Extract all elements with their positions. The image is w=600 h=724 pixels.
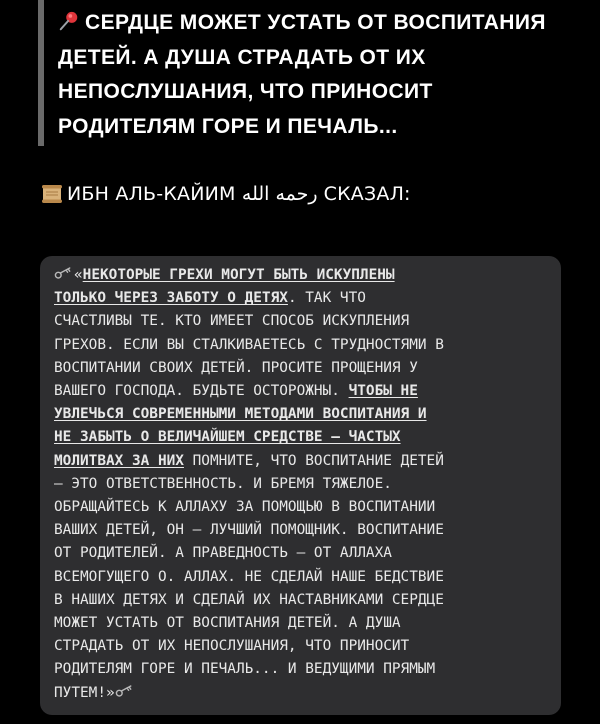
code-line bbox=[54, 287, 551, 310]
underlined-text: НЕ ЗАБЫТЬ О ВЕЛИЧАЙШЕМ СРЕДСТВЕ – ЧАСТЫХ bbox=[54, 429, 401, 446]
code-line bbox=[54, 426, 551, 449]
code-line bbox=[54, 357, 551, 380]
underlined-text: МОЛИТВАХ ЗА НИХ bbox=[54, 452, 184, 469]
key-icon bbox=[54, 266, 74, 280]
code-line bbox=[54, 635, 551, 658]
code-text-segment: – ЭТО ОТВЕТСТВЕННОСТЬ. И БРЕМЯ ТЯЖЕЛОЕ. bbox=[54, 475, 392, 492]
code-line bbox=[54, 612, 551, 635]
code-line bbox=[54, 658, 551, 681]
code-text-segment: ПУТЕМ!» bbox=[54, 684, 115, 701]
scroll-icon bbox=[40, 182, 64, 206]
attribution bbox=[40, 182, 411, 206]
code-text-segment: « bbox=[74, 267, 83, 283]
code-line bbox=[54, 682, 551, 705]
code-text-segment: В НАШИХ ДЕТЯХ И СДЕЛАЙ ИХ НАСТАВНИКАМИ СЕРДЦЕ bbox=[54, 591, 444, 608]
code-line bbox=[54, 566, 551, 589]
code-line bbox=[54, 473, 551, 496]
pushpin-icon bbox=[58, 10, 80, 32]
underlined-text: НЕКОТОРЫЕ ГРЕХИ МОГУТ БЫТЬ ИСКУПЛЕНЫ bbox=[82, 267, 395, 283]
code-line bbox=[54, 334, 551, 357]
header-quote-line: ДЕТЕЙ. А ДУША СТРАДАТЬ ОТ ИХ bbox=[58, 45, 426, 69]
underlined-text: ЧТОБЫ НЕ bbox=[348, 383, 418, 400]
header-quote-line: СЕРДЦЕ МОЖЕТ УСТАТЬ ОТ ВОСПИТАНИЯ bbox=[85, 11, 546, 34]
header-quote bbox=[38, 0, 584, 146]
header-quote-line: РОДИТЕЛЯМ ГОРЕ И ПЕЧАЛЬ... bbox=[58, 114, 398, 138]
code-line bbox=[54, 519, 551, 542]
header-quote-text bbox=[58, 6, 584, 144]
code-text-segment: ВОСПИТАНИИ СВОИХ ДЕТЕЙ. ПРОСИТЕ ПРОЩЕНИЯ У bbox=[54, 359, 418, 376]
code-text-segment: ВСЕМОГУЩЕГО О. АЛЛАХ. НЕ СДЕЛАЙ НАШЕ БЕДСТВИЕ bbox=[54, 568, 444, 585]
code-line bbox=[54, 403, 551, 426]
code-text-segment: МОЖЕТ УСТАТЬ ОТ ВОСПИТАНИЯ ДЕТЕЙ. А ДУША bbox=[54, 615, 401, 632]
code-line bbox=[54, 589, 551, 612]
code-line bbox=[54, 496, 551, 519]
code-text-segment: ОТ РОДИТЕЛЕЙ. А ПРАВЕДНОСТЬ – ОТ АЛЛАХА bbox=[54, 545, 392, 562]
code-line bbox=[54, 450, 551, 473]
code-text-segment: ВАШЕГО ГОСПОДА. БУДЬТЕ ОСТОРОЖНЫ. bbox=[54, 383, 349, 400]
code-text-segment: ПОМНИТЕ, ЧТО ВОСПИТАНИЕ ДЕТЕЙ bbox=[183, 452, 444, 469]
code-line bbox=[54, 380, 551, 403]
underlined-text: УВЛЕЧЬСЯ СОВРЕМЕННЫМИ МЕТОДАМИ ВОСПИТАНИЯ И bbox=[54, 406, 427, 423]
code-text-segment: . ТАК ЧТО bbox=[287, 290, 366, 307]
code-line bbox=[54, 264, 551, 287]
key-icon bbox=[115, 684, 135, 698]
code-text-segment: СЧАСТЛИВЫ ТЕ. КТО ИМЕЕТ СПОСОБ ИСКУПЛЕНИЯ bbox=[54, 313, 410, 330]
code-text-segment: ОБРАЩАЙТЕСЬ К АЛЛАХУ ЗА ПОМОЩЬЮ В ВОСПИТАНИИ bbox=[54, 499, 436, 516]
header-quote-line: НЕПОСЛУШАНИЯ, ЧТО ПРИНОСИТ bbox=[58, 80, 433, 103]
attribution-text: ИБН АЛЬ-КАЙИМ رحمه الله СКАЗАЛ: bbox=[67, 183, 411, 205]
code-text-segment: СТРАДАТЬ ОТ ИХ НЕПОСЛУШАНИЯ, ЧТО ПРИНОСИТ bbox=[54, 638, 410, 655]
code-line bbox=[54, 542, 551, 565]
quote-code-block bbox=[40, 256, 561, 715]
code-line bbox=[54, 310, 551, 333]
quote-code-text bbox=[54, 264, 551, 705]
code-text-segment: ВАШИХ ДЕТЕЙ, ОН – ЛУЧШИЙ ПОМОЩНИК. ВОСПИТАНИЕ bbox=[54, 522, 444, 539]
code-text-segment: ГРЕХОВ. ЕСЛИ ВЫ СТАЛКИВАЕТЕСЬ С ТРУДНОСТЯМИ В bbox=[54, 336, 444, 353]
code-text-segment: РОДИТЕЛЯМ ГОРЕ И ПЕЧАЛЬ... И ВЕДУЩИМИ ПРЯМЫМ bbox=[54, 661, 436, 678]
underlined-text: ТОЛЬКО ЧЕРЕЗ ЗАБОТУ О ДЕТЯХ bbox=[54, 290, 288, 307]
